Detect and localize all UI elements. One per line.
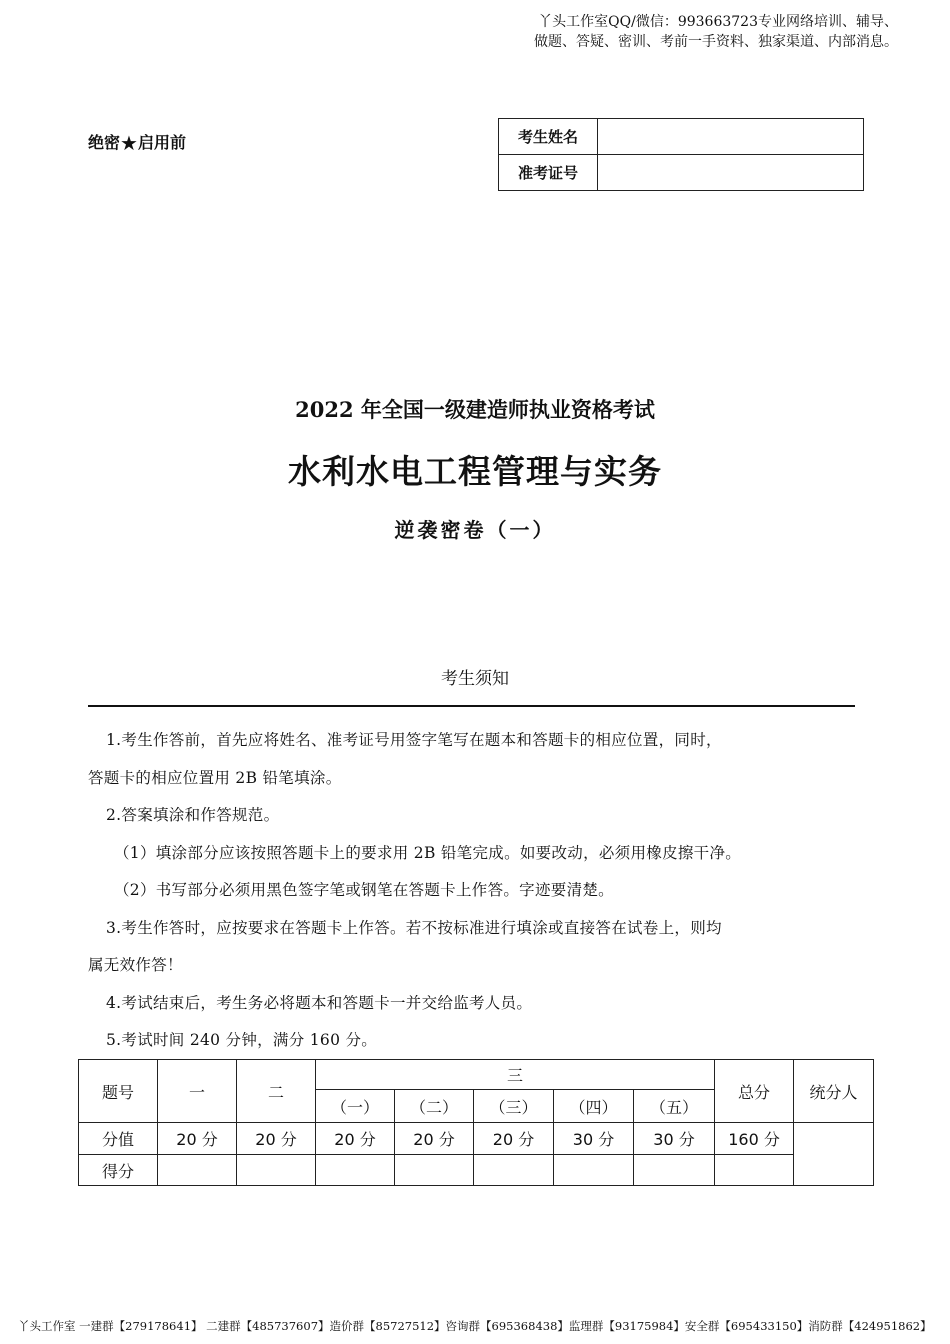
notice-item: 5.考试时间 240 分钟，满分 160 分。: [106, 1031, 378, 1049]
subpart-header: （四）: [554, 1090, 634, 1123]
candidate-info-table: [498, 118, 864, 191]
points-cell: 20 分: [316, 1123, 395, 1155]
header-note-line1: 丫头工作室QQ/微信：993663723专业网络培训、辅导、: [538, 14, 898, 30]
points-total-cell: 160 分: [715, 1123, 794, 1155]
candidate-id-row: [499, 155, 864, 191]
footer-note: 丫头工作室 一建群【279178641】 二建群【485737607】造价群【85727512】咨询群【695368438】监理群【93175984】安全群【695433150】消防群【424951862】: [18, 1319, 932, 1333]
points-cell: 20 分: [237, 1123, 316, 1155]
notice-item: （2）书写部分必须用黑色签字笔或钢笔在答题卡上作答。字迹要清楚。: [114, 881, 614, 899]
notice-item: 3.考生作答时，应按要求在答题卡上作答。若不按标准进行填涂或直接答在试卷上，则均: [106, 918, 722, 937]
subpart-header: （一）: [316, 1090, 395, 1123]
exam-subtitle: 逆袭密卷（一）: [394, 518, 556, 542]
exam-year-line: 2022 年全国一级建造师执业资格考试: [295, 397, 655, 422]
subpart-header: （五）: [634, 1090, 715, 1123]
candidate-name-row: [499, 119, 864, 155]
score-cell[interactable]: [316, 1155, 395, 1186]
notice-title: 考生须知: [441, 669, 509, 689]
score-cell[interactable]: [158, 1155, 237, 1186]
score-row: [79, 1155, 874, 1186]
notice-item: （1）填涂部分应该按照答题卡上的要求用 2B 铅笔完成。如要改动，必须用橡皮擦干净。: [114, 843, 742, 862]
score-table: [78, 1059, 874, 1186]
subpart-header: （二）: [395, 1090, 474, 1123]
part1-header: 一: [158, 1060, 237, 1123]
points-label: 分值: [79, 1123, 158, 1155]
points-cell: 20 分: [474, 1123, 554, 1155]
part3-header: 三: [316, 1060, 715, 1090]
score-label: 得分: [79, 1155, 158, 1186]
notice-item: 1.考生作答前，首先应将姓名、准考证号用签字笔写在题本和答题卡的相应位置，同时，: [106, 731, 722, 749]
points-cell: 30 分: [634, 1123, 715, 1155]
notice-item: 答题卡的相应位置用 2B 铅笔填涂。: [88, 768, 342, 787]
points-row: [79, 1123, 874, 1155]
header-note-line2: 做题、答疑、密训、考前一手资料、独家渠道、内部消息。: [534, 34, 898, 50]
points-cell: 30 分: [554, 1123, 634, 1155]
points-cell: 20 分: [395, 1123, 474, 1155]
score-cell[interactable]: [554, 1155, 634, 1186]
candidate-id-field[interactable]: [598, 155, 864, 191]
score-total-cell[interactable]: [715, 1155, 794, 1186]
confidential-mark: [88, 130, 186, 155]
points-cell: 20 分: [158, 1123, 237, 1155]
notice-divider: [88, 705, 855, 707]
star-icon: ★: [120, 131, 138, 155]
candidate-name-label: 考生姓名: [499, 119, 598, 155]
candidate-id-label: 准考证号: [499, 155, 598, 191]
header-note: [478, 12, 898, 52]
part2-header: 二: [237, 1060, 316, 1123]
score-cell[interactable]: [634, 1155, 715, 1186]
notice-item: 2.答案填涂和作答规范。: [106, 806, 280, 824]
subpart-header: （三）: [474, 1090, 554, 1123]
candidate-name-field[interactable]: [598, 119, 864, 155]
confidential-suffix: 启用前: [137, 133, 186, 152]
total-header: 总分: [715, 1060, 794, 1123]
scorer-signature-cell[interactable]: [794, 1123, 874, 1186]
score-header-row: [79, 1060, 874, 1090]
notice-item: 4.考试结束后，考生务必将题本和答题卡一并交给监考人员。: [106, 993, 533, 1012]
question-no-header: 题号: [79, 1060, 158, 1123]
exam-title: 水利水电工程管理与实务: [288, 452, 662, 491]
score-cell[interactable]: [237, 1155, 316, 1186]
score-cell[interactable]: [474, 1155, 554, 1186]
notice-body: [88, 722, 856, 1060]
confidential-prefix: 绝密: [88, 133, 121, 152]
scorer-header: 统分人: [794, 1060, 874, 1123]
notice-item: 属无效作答！: [88, 956, 183, 974]
score-cell[interactable]: [395, 1155, 474, 1186]
